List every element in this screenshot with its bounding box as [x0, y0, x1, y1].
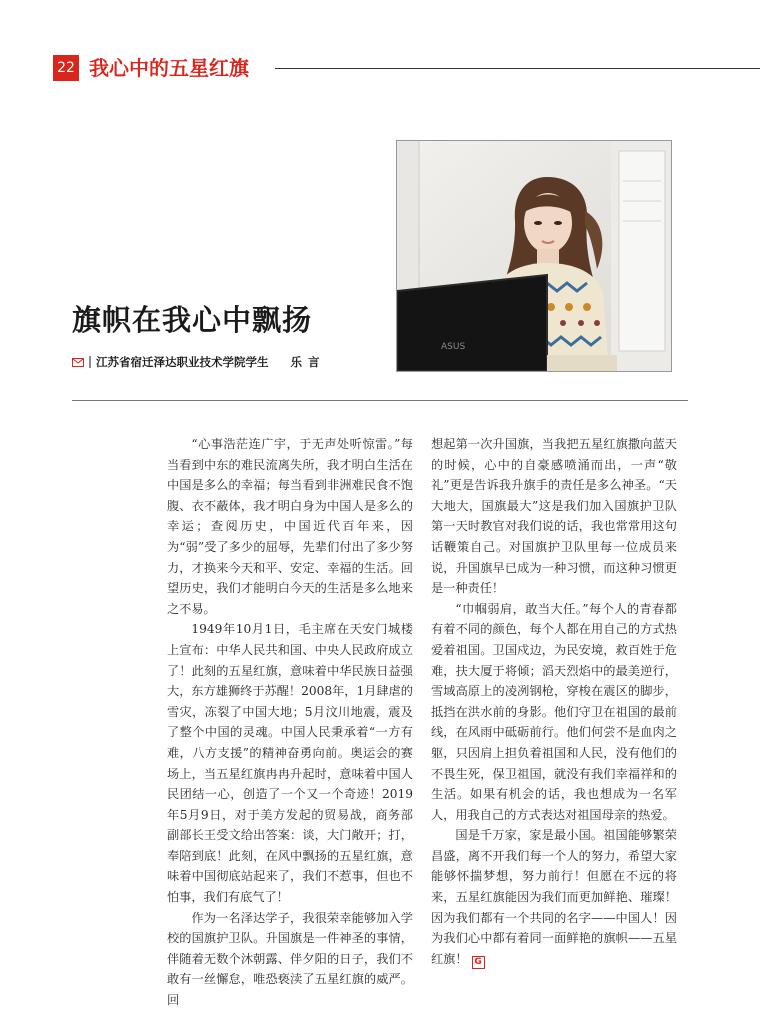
title-divider [72, 400, 688, 401]
page-header [53, 52, 760, 84]
envelope-icon [72, 358, 84, 367]
byline-separator [89, 356, 91, 368]
page-number: 22 [53, 55, 79, 81]
author-name: 乐言 [290, 355, 326, 369]
article-title: 旗帜在我心中飘扬 [72, 303, 313, 337]
byline [72, 352, 326, 372]
paragraph: 1949年10月1日，毛主席在天安门城楼上宣布：中华人民共和国、中央人民政府成立了！此刻的五星红旗，意味着中华民族日益强大，东方雄狮终于苏醒！2008年，1月肆虐的雪灾，冻裂了中国大地；5月汶川地震，震及了整个中国的灵魂。中国人民秉承着“一方有难，八方支援”的精神奋勇向前。奥运会的赛场上，当五星红旗冉冉升起时，意味着中国人民团结一心，创造了一个又一个奇迹！2019年5月9日，对于美方发起的贸易战，商务部副部长王受文给出答案：谈，大门敞开；打，奉陪到底！此刻，在风中飘扬的五星红旗，意味着中国彻底站起来了，我们不惹事，但也不怕事，我们有底气了！ [167, 622, 413, 905]
paragraph: “巾帼弱肩，敢当大任。”每个人的青春都有着不同的颜色，每个人都在用自己的方式热爱着祖国。卫国戍边，为民安境，救百姓于危难，扶大厦于将倾；滔天烈焰中的最美逆行，雪域高原上的凌冽钢枪，穿梭在震区的脚步，抵挡在洪水前的身影。他们守卫在祖国的最前线，在风雨中砥砺前行。他们何尝不是血肉之躯，只因肩上担负着祖国和人民，没有他们的不畏生死，保卫祖国，就没有我们幸福祥和的生活。如果有机会的话，我也想成为一名军人，用我自己的方式表达对祖国母亲的热爱。 [431, 601, 677, 822]
author-school: 江苏省宿迁泽达职业技术学院学生 [96, 355, 269, 369]
laptop-brand: ASUS [441, 342, 466, 352]
section-title: 我心中的五星红旗 [89, 56, 249, 80]
article-photo [396, 140, 672, 372]
paragraph: “心事浩茫连广宇，于无声处听惊雷。”每当看到中东的难民流离失所，我才明白生活在中国是多么的幸福；每当看到非洲难民食不饱腹、衣不蔽体，我才明白身为中国人是多么的幸运；查阅历史，中国近代百年来，因为“弱”受了多少的屈辱，先辈们付出了多少努力，才换来今天和平、安定、幸福的生活。回望历史，我们才能明白今天的生活是多么地来之不易。 [167, 437, 413, 616]
paragraph: 作为一名泽达学子，我很荣幸能够加入学校的国旗护卫队。升国旗是一件神圣的事情，伴随着无数个沐朝露、伴夕阳的日子，我们不敢有一丝懈怠，唯恐亵渎了五星红旗的威严。回 [167, 910, 413, 1008]
left-column [167, 434, 413, 1011]
header-rule [275, 68, 760, 69]
end-mark-icon: G [472, 956, 485, 969]
photo-student-at-laptop-icon [397, 141, 671, 371]
right-column [431, 434, 677, 969]
paragraph-text: 国是千万家，家是最小国。祖国能够繁荣昌盛，离不开我们每一个人的努力，希望大家能够怀揣梦想，努力前行！但愿在不远的将来，五星红旗能因为我们而更加鲜艳、璀璨！因为我们都有一个共同的名字——中国人！因为我们心中都有着同一面鲜艳的旗帜——五星红旗！ [431, 828, 677, 966]
paragraph-final [431, 825, 677, 969]
paragraph: 想起第一次升国旗，当我把五星红旗撒向蓝天的时候，心中的自豪感喷涌而出，一声“敬礼”更是告诉我升旗手的责任是多么神圣。“天大地大，国旗最大”这是我们加入国旗护卫队第一天时教官对我们说的话，我也常常用这句话鞭策自己。对国旗护卫队里每一位成员来说，升国旗早已成为一种习惯，而这种习惯更是一种责任！ [431, 437, 677, 596]
